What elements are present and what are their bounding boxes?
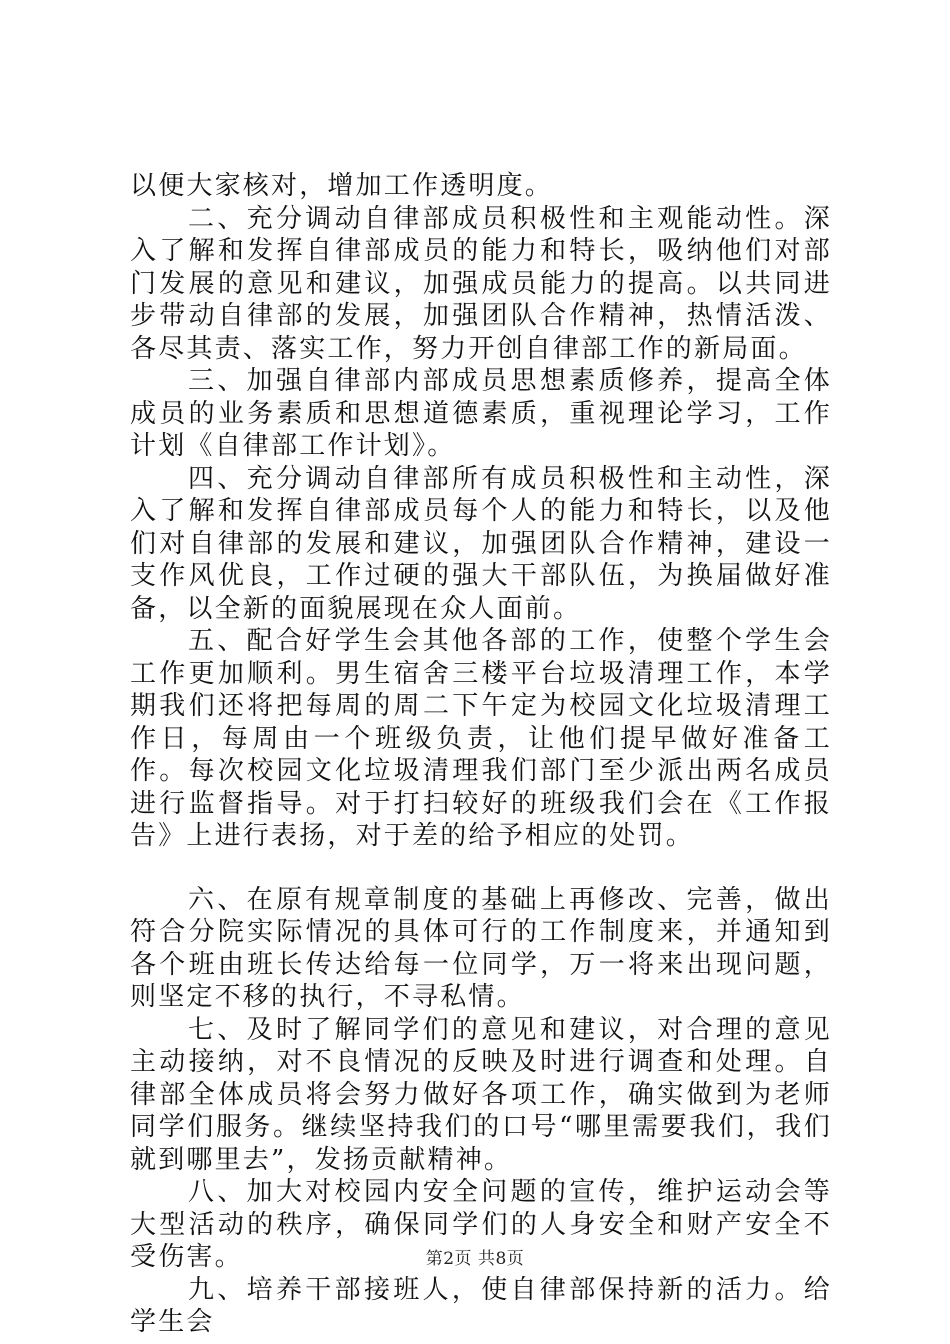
- paragraph-item-9: 九、培养干部接班人，使自律部保持新的活力。给学生会: [130, 1274, 832, 1337]
- paragraph-item-3: 三、加强自律部内部成员思想素质修养，提高全体成员的业务素质和思想道德素质，重视理论学习，工作计划《自律部工作计划》。: [130, 366, 832, 461]
- paragraph-item-8: 八、加大对校园内安全问题的宣传，维护运动会等大型活动的秩序，确保同学们的人身安全和财产安全不受伤害。: [130, 1177, 832, 1272]
- paragraph-continuation: 以便大家核对，增加工作透明度。: [130, 171, 554, 201]
- paragraph-item-2: 二、充分调动自律部成员积极性和主观能动性。深入了解和发挥自律部成员的能力和特长，吸纳他们对部门发展的意见和建议，加强成员能力的提高。以共同进步带动自律部的发展，加强团队合作精神，热情活泼、各尽其责、落实工作，努力开创自律部工作的新局面。: [130, 203, 832, 364]
- page-number-footer: 第2页 共8页: [425, 1249, 525, 1269]
- document-body: [130, 170, 832, 1339]
- paragraph-item-7: 七、及时了解同学们的意见和建议，对合理的意见主动接纳，对不良情况的反映及时进行调查和处理。自律部全体成员将会努力做好各项工作，确实做到为老师同学们服务。继续坚持我们的口号“哪里需要我们，我们就到哪里去”，发扬贡献精神。: [130, 1014, 832, 1175]
- paragraph-item-6: 六、在原有规章制度的基础上再修改、完善，做出符合分院实际情况的具体可行的工作制度来，并通知到各个班由班长传达给每一位同学，万一将来出现问题，则坚定不移的执行，不寻私情。: [130, 884, 832, 1012]
- paragraph-item-5: 五、配合好学生会其他各部的工作，使整个学生会工作更加顺利。男生宿舍三楼平台垃圾清理工作，本学期我们还将把每周的周二下午定为校园文化垃圾清理工作日，每周由一个班级负责，让他们提早做好准备工作。每次校园文化垃圾清理我们部门至少派出两名成员进行监督指导。对于打扫较好的班级我们会在《工作报告》上进行表扬，对于差的给予相应的处罚。: [130, 626, 832, 851]
- paragraph-item-4: 四、充分调动自律部所有成员积极性和主动性，深入了解和发挥自律部成员每个人的能力和特长，以及他们对自律部的发展和建议，加强团队合作精神，建设一支作风优良，工作过硬的强大干部队伍，为换届做好准备，以全新的面貌展现在众人面前。: [130, 463, 832, 624]
